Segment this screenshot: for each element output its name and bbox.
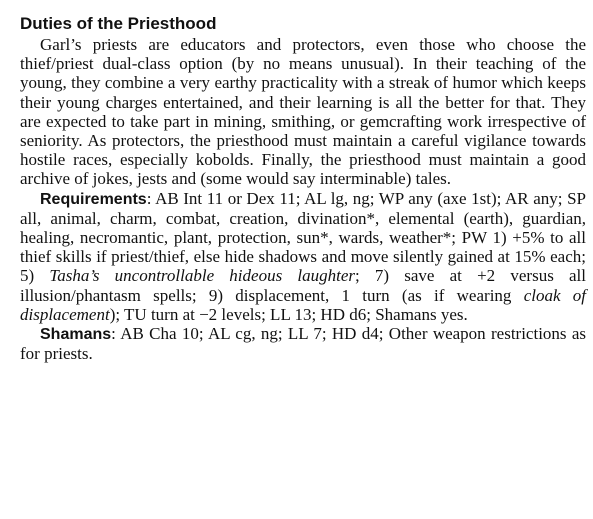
shamans-label: Shamans: [40, 326, 112, 344]
requirements-text-c: ); TU turn at −2 levels; LL 13; HD d6; Shamans yes.: [109, 304, 468, 324]
priesthood-section: [20, 14, 586, 363]
shamans-paragraph: [20, 324, 586, 363]
requirements-label: Requirements: [40, 190, 147, 208]
requirements-paragraph: [20, 189, 586, 324]
spell-name-tasha: Tasha’s uncontrollable hideous laughter: [49, 266, 355, 286]
section-heading: Duties of the Priesthood: [20, 14, 217, 33]
item-name-cloak: cloak of displacement: [20, 285, 586, 324]
requirements-text-b: ; 7) save at +2 versus all illusion/phantasm spells; 9) displacement, 1 turn (as if wearing: [20, 266, 586, 305]
requirements-text-a: : AB Int 11 or Dex 11; AL lg, ng; WP any (axe 1st); AR any; SP all, animal, charm, combat, creation, divination*, elemental (earth), guardian, healing, necromantic, plant, protection, sun*, wards, weather*; PW 1) +5% to all thief skills if priest/thief, else hide shadows and move silently gained at 15% each; 5): [20, 188, 586, 286]
shamans-text: : AB Cha 10; AL cg, ng; LL 7; HD d4; Other weapon restrictions as for priests.: [20, 324, 586, 364]
duties-paragraph: Garl’s priests are educators and protectors, even those who choose the thief/priest dual-class option (by no means unusual). In their teaching of the young, they combine a very earthy practicality with a streak of humor which keeps their young charges entertained, and their learning is all the better for that. They are expected to take part in mining, smithing, or gemcrafting work irrespective of seniority. As protectors, the priesthood must maintain a careful vigilance towards hostile races, especially kobolds. Finally, the priesthood must maintain a good archive of jokes, jests and (some would say interminable) tales.: [20, 35, 586, 189]
